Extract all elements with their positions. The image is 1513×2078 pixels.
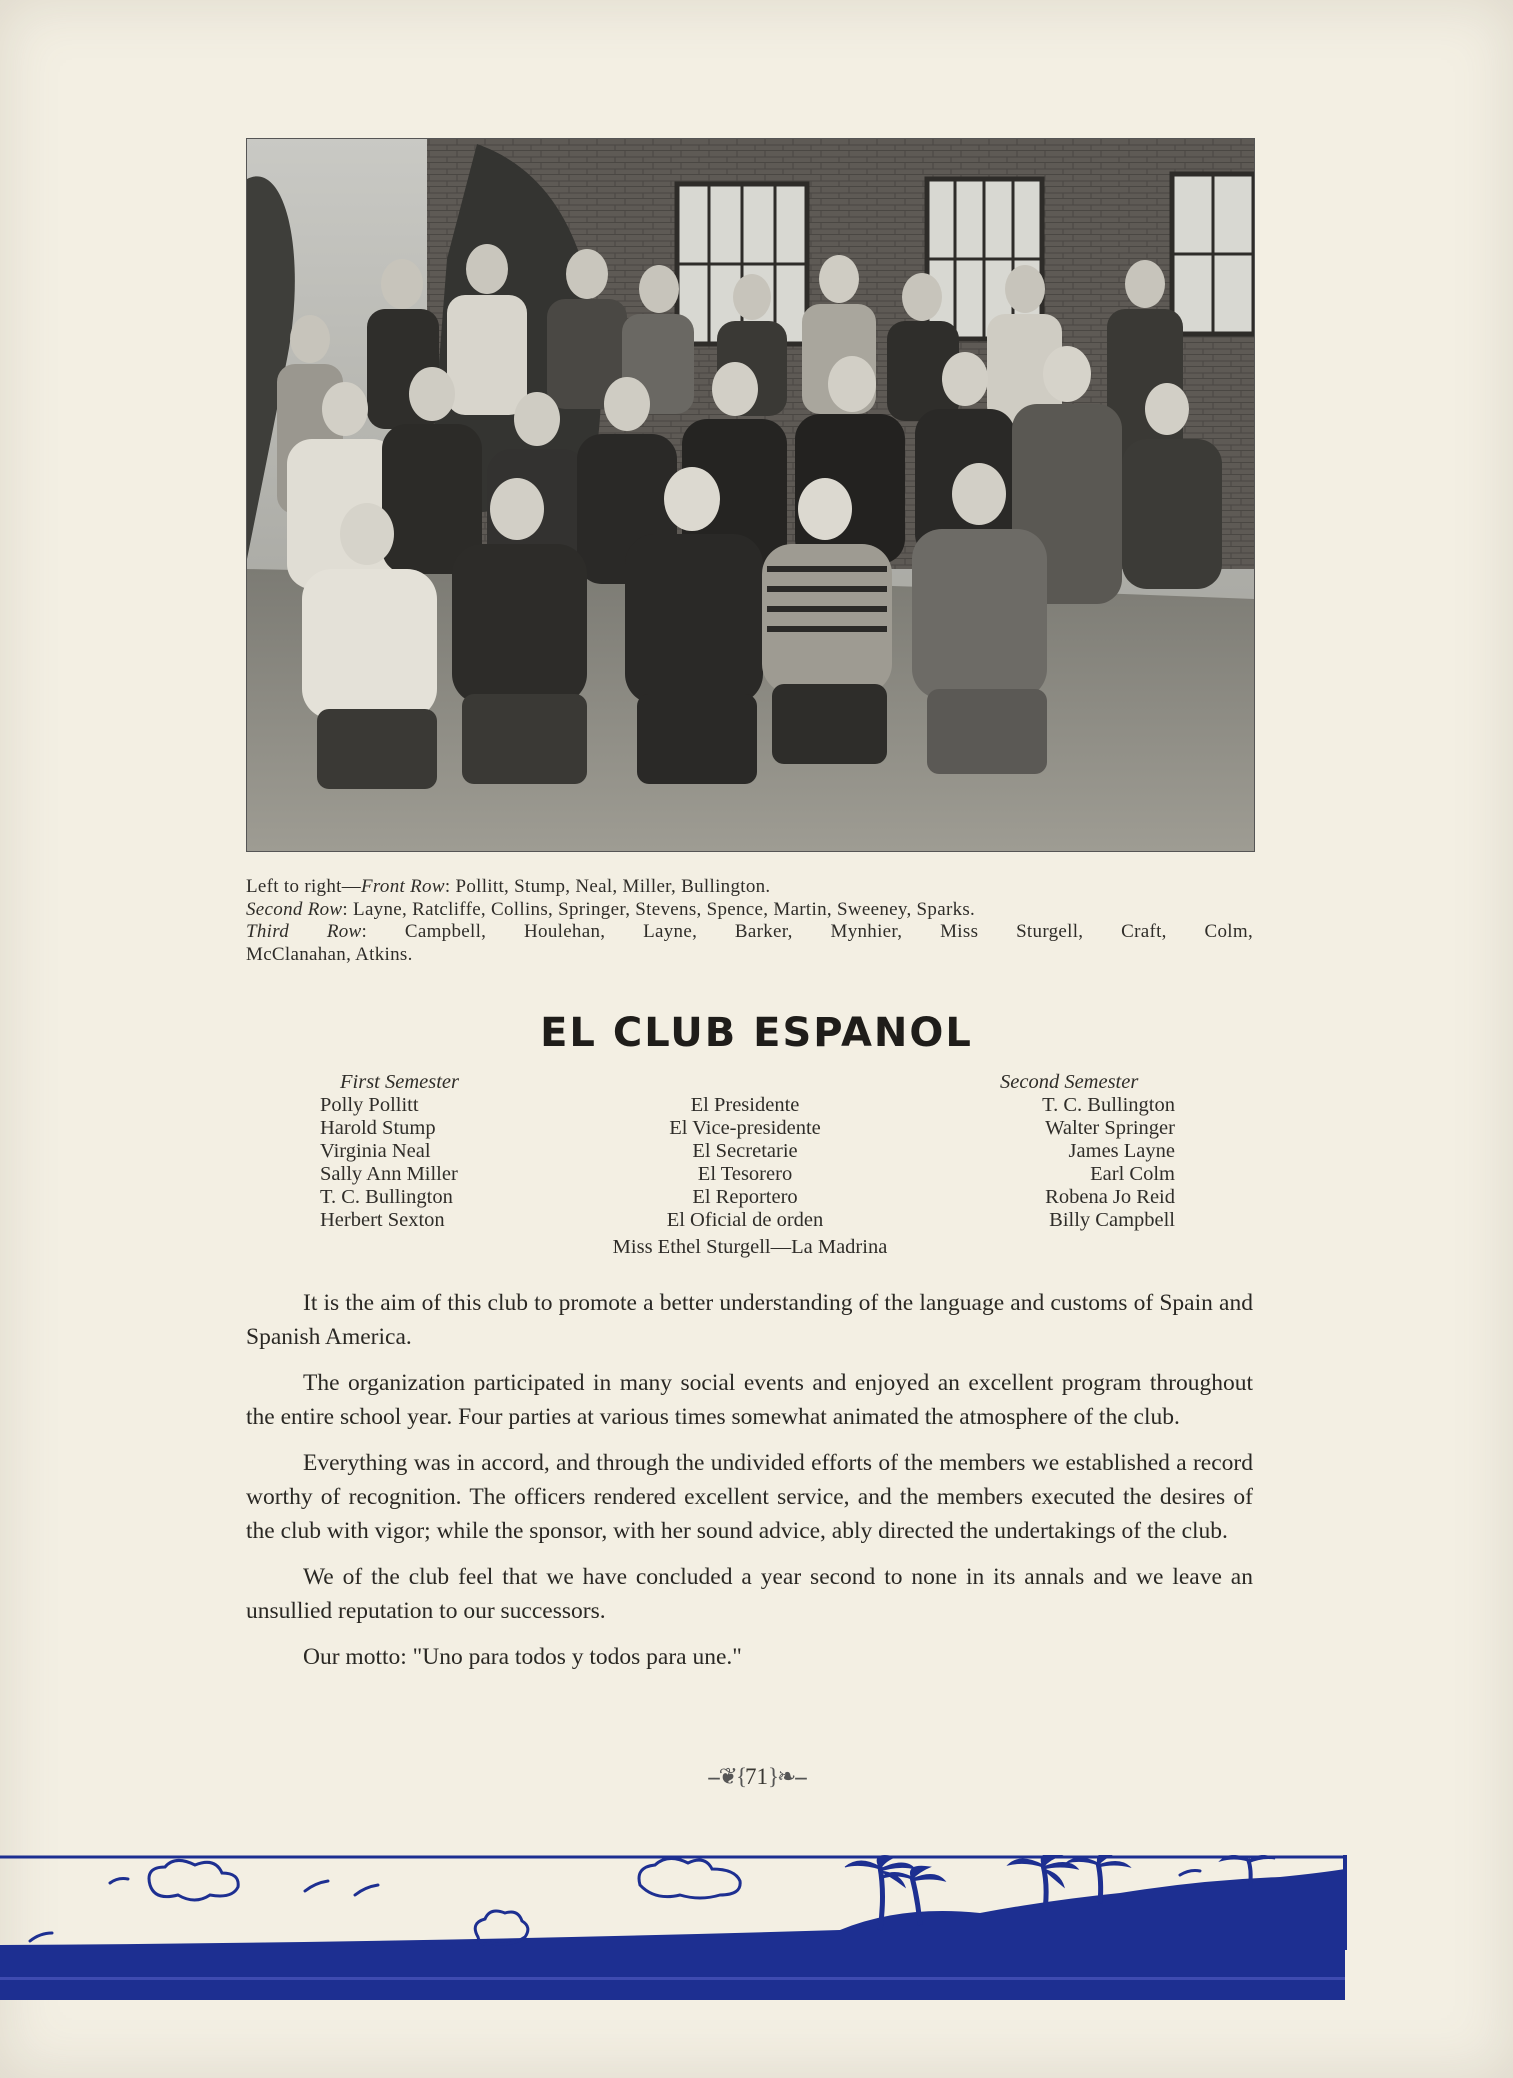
officer-name: Polly Pollitt	[320, 1094, 419, 1116]
first-semester-label: First Semester	[340, 1071, 459, 1093]
officer-name: Billy Campbell	[1049, 1209, 1175, 1231]
officer-name: Robena Jo Reid	[1045, 1186, 1175, 1208]
officer-title: El Vice-presidente	[669, 1117, 821, 1139]
officer-name: Virginia Neal	[320, 1140, 431, 1162]
page-number: --❦{71}❧--	[707, 1764, 806, 1789]
caption-front-row: Left to right—Front Row: Pollitt, Stump, Neal, Miller, Bullington.	[246, 876, 771, 897]
paragraph: It is the aim of this club to promote a better understanding of the language and customs of Spain and Spanish America.	[246, 1290, 1253, 1350]
club-motto: Our motto: "Uno para todos y todos para une."	[303, 1644, 742, 1670]
photo-caption	[246, 876, 1253, 966]
officer-name: T. C. Bullington	[320, 1186, 453, 1208]
decorative-landscape-band	[0, 1855, 1513, 2015]
caption-second-row: Second Row: Layne, Ratcliffe, Collins, Springer, Stevens, Spence, Martin, Sweeney, Sparks.	[246, 898, 976, 920]
paragraph: The organization participated in many social events and enjoyed an excellent program throughout the entire school year. Four parties at various times somewhat animated the atmosphere of the club.	[246, 1370, 1253, 1430]
right-ornament-icon: }❧--	[768, 1764, 806, 1789]
officer-name: Herbert Sexton	[320, 1209, 445, 1231]
officer-title: El Secretarie	[692, 1140, 798, 1162]
officer-title: El Presidente	[690, 1094, 800, 1116]
officer-title: El Tesorero	[697, 1163, 793, 1185]
caption-third-row-cont: McClanahan, Atkins.	[246, 943, 413, 965]
officer-name: Harold Stump	[320, 1117, 436, 1139]
officer-name: Sally Ann Miller	[320, 1163, 458, 1185]
officer-name: Walter Springer	[1045, 1117, 1175, 1139]
officer-name: T. C. Bullington	[1042, 1094, 1175, 1116]
second-semester-officers	[960, 1071, 1175, 1232]
officer-name: Earl Colm	[1090, 1163, 1175, 1185]
club-description	[246, 1286, 1253, 1686]
club-title: EL CLUB ESPANOL	[540, 1010, 973, 1056]
caption-third-row: Third Row: Campbell, Houlehan, Layne, Barker, Mynhier, Miss Sturgell, Craft, Colm,	[246, 921, 1253, 942]
officer-title: El Reportero	[692, 1186, 798, 1208]
club-sponsor: Miss Ethel Sturgell—La Madrina	[612, 1236, 888, 1258]
officer-title: El Oficial de orden	[666, 1209, 824, 1231]
left-ornament-icon: --❦{	[707, 1764, 745, 1789]
first-semester-officers	[320, 1071, 540, 1232]
officer-name: James Layne	[1068, 1140, 1175, 1162]
second-semester-label: Second Semester	[1000, 1071, 1139, 1093]
officer-titles	[560, 1094, 930, 1232]
paragraph: We of the club feel that we have concluded a year second to none in its annals and we leave an unsullied reputation to our successors.	[246, 1564, 1253, 1624]
club-group-photo	[246, 138, 1255, 852]
paragraph: Everything was in accord, and through the undivided efforts of the members we established a record worthy of recognition. The officers rendered excellent service, and the members executed the desires of the club with vigor; while the sponsor, with her sound advice, ably directed the undertakings of the club.	[246, 1450, 1253, 1544]
